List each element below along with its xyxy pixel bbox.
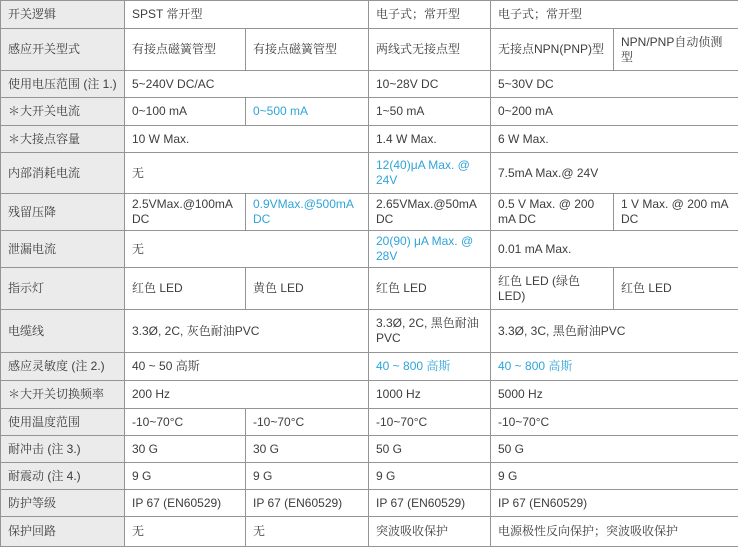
- row-header: 防护等级: [1, 490, 125, 517]
- spec-cell: 20(90) μA Max. @ 28V: [369, 231, 491, 268]
- spec-cell: IP 67 (EN60529): [491, 490, 738, 517]
- spec-cell: 7.5mA Max.@ 24V: [491, 153, 738, 194]
- spec-cell: 30 G: [246, 436, 369, 463]
- spec-cell: 12(40)μA Max. @ 24V: [369, 153, 491, 194]
- spec-cell: 10~28V DC: [369, 71, 491, 98]
- spec-cell: 两线式无接点型: [369, 29, 491, 71]
- spec-cell: 2.5VMax.@100mA DC: [125, 194, 246, 231]
- row-header: 感应开关型式: [1, 29, 125, 71]
- table-row: [1, 268, 738, 310]
- spec-cell: 5~240V DC/AC: [125, 71, 369, 98]
- spec-cell: 0.01 mA Max.: [491, 231, 738, 268]
- table-row: [1, 436, 738, 463]
- spec-cell: 1.4 W Max.: [369, 126, 491, 153]
- table-row: [1, 490, 738, 517]
- spec-cell: 40 ~ 800 高斯: [491, 353, 738, 381]
- table-row: [1, 194, 738, 231]
- spec-cell: 50 G: [491, 436, 738, 463]
- spec-cell: 1 V Max. @ 200 mA DC: [614, 194, 738, 231]
- spec-cell: -10~70°C: [125, 409, 246, 436]
- spec-cell: 40 ~ 50 高斯: [125, 353, 369, 381]
- spec-cell: 5000 Hz: [491, 381, 738, 409]
- spec-cell: 3.3Ø, 3C, 黑色耐油PVC: [491, 310, 738, 353]
- spec-cell: 红色 LED: [369, 268, 491, 310]
- spec-cell: 0~100 mA: [125, 98, 246, 126]
- spec-cell: 无: [125, 153, 369, 194]
- table-row: [1, 463, 738, 490]
- table-row: [1, 310, 738, 353]
- spec-cell: IP 67 (EN60529): [125, 490, 246, 517]
- row-header: 开关逻辑: [1, 1, 125, 29]
- spec-cell: 无: [246, 517, 369, 547]
- spec-cell: 突波吸收保护: [369, 517, 491, 547]
- row-header: 耐冲击 (注 3.): [1, 436, 125, 463]
- spec-cell: 3.3Ø, 2C, 黑色耐油PVC: [369, 310, 491, 353]
- spec-cell: 电源极性反向保护；突波吸收保护: [491, 517, 738, 547]
- table-row: [1, 353, 738, 381]
- spec-cell: 200 Hz: [125, 381, 369, 409]
- spec-cell: -10~70°C: [246, 409, 369, 436]
- spec-cell: 5~30V DC: [491, 71, 738, 98]
- spec-cell: 50 G: [369, 436, 491, 463]
- table-row: [1, 381, 738, 409]
- spec-cell: 有接点磁簧管型: [246, 29, 369, 71]
- spec-cell: 红色 LED (绿色 LED): [491, 268, 614, 310]
- spec-cell: 9 G: [125, 463, 246, 490]
- row-header: 指示灯: [1, 268, 125, 310]
- row-header: 保护回路: [1, 517, 125, 547]
- row-header: 感应灵敏度 (注 2.): [1, 353, 125, 381]
- table-row: [1, 29, 738, 71]
- spec-cell: 10 W Max.: [125, 126, 369, 153]
- spec-cell: IP 67 (EN60529): [246, 490, 369, 517]
- spec-cell: 无: [125, 231, 369, 268]
- row-header: 使用电压范围 (注 1.): [1, 71, 125, 98]
- row-header: ＊大接点容量: [1, 126, 125, 153]
- spec-cell: 无: [125, 517, 246, 547]
- spec-cell: 1000 Hz: [369, 381, 491, 409]
- spec-cell: 6 W Max.: [491, 126, 738, 153]
- spec-cell: 9 G: [246, 463, 369, 490]
- spec-cell: 黄色 LED: [246, 268, 369, 310]
- spec-cell: -10~70°C: [491, 409, 738, 436]
- spec-cell: 红色 LED: [614, 268, 738, 310]
- spec-cell: 有接点磁簧管型: [125, 29, 246, 71]
- table-row: [1, 1, 738, 29]
- spec-cell: 0~200 mA: [491, 98, 738, 126]
- table-row: [1, 98, 738, 126]
- row-header: 内部消耗电流: [1, 153, 125, 194]
- spec-cell: 0.5 V Max. @ 200 mA DC: [491, 194, 614, 231]
- table-row: [1, 231, 738, 268]
- row-header: ＊大开关电流: [1, 98, 125, 126]
- row-header: 使用温度范围: [1, 409, 125, 436]
- spec-cell: NPN/PNP自动侦测型: [614, 29, 738, 71]
- row-header: 泄漏电流: [1, 231, 125, 268]
- spec-cell: 40 ~ 800 高斯: [369, 353, 491, 381]
- spec-cell: 9 G: [491, 463, 738, 490]
- row-header: 残留压降: [1, 194, 125, 231]
- spec-cell: 电子式；常开型: [491, 1, 738, 29]
- row-header: ＊大开关切换频率: [1, 381, 125, 409]
- spec-cell: SPST 常开型: [125, 1, 369, 29]
- spec-cell: 1~50 mA: [369, 98, 491, 126]
- spec-cell: 电子式；常开型: [369, 1, 491, 29]
- table-row: [1, 126, 738, 153]
- spec-cell: 3.3Ø, 2C, 灰色耐油PVC: [125, 310, 369, 353]
- table-row: [1, 153, 738, 194]
- spec-cell: 0~500 mA: [246, 98, 369, 126]
- spec-cell: 无接点NPN(PNP)型: [491, 29, 614, 71]
- row-header: 耐震动 (注 4.): [1, 463, 125, 490]
- spec-cell: 2.65VMax.@50mA DC: [369, 194, 491, 231]
- table-row: [1, 517, 738, 547]
- table-row: [1, 71, 738, 98]
- spec-cell: 30 G: [125, 436, 246, 463]
- spec-cell: 0.9VMax.@500mA DC: [246, 194, 369, 231]
- spec-cell: 红色 LED: [125, 268, 246, 310]
- row-header: 电缆线: [1, 310, 125, 353]
- spec-cell: -10~70°C: [369, 409, 491, 436]
- table-row: [1, 409, 738, 436]
- spec-cell: 9 G: [369, 463, 491, 490]
- spec-cell: IP 67 (EN60529): [369, 490, 491, 517]
